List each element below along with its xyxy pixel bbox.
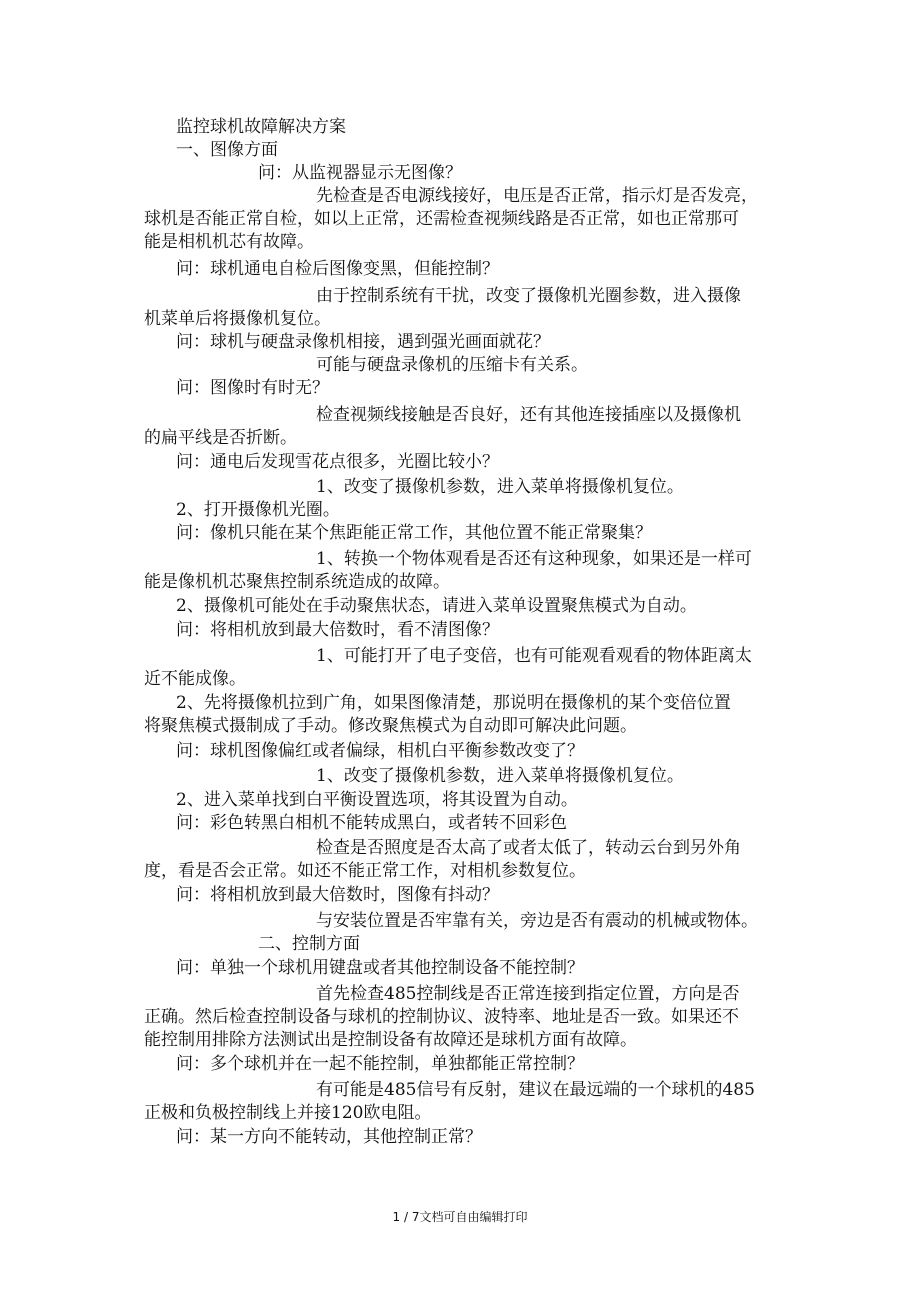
answer-line: 2、摄像机可能处在手动聚焦状态，请进入菜单设置聚焦模式为自动。 — [176, 596, 697, 616]
question-line: 问：某一方向不能转动，其他控制正常？ — [176, 1127, 482, 1147]
answer-line: 有可能是485信号有反射，建议在最远端的一个球机的485 — [316, 1080, 755, 1100]
answer-line: 的扁平线是否折断。 — [144, 428, 297, 448]
question-line: 问：从监视器显示无图像？ — [258, 163, 462, 183]
answer-line: 检查视频线接触是否良好，还有其他连接插座以及摄像机 — [316, 405, 741, 425]
question-line: 问：球机与硬盘录像机相接，遇到强光画面就花？ — [176, 332, 550, 352]
answer-line: 1、转换一个物体观看是否还有这种现象，如果还是一样可 — [316, 549, 752, 569]
question-line: 问：像机只能在某个焦距能正常工作，其他位置不能正常聚集？ — [176, 523, 652, 543]
answer-line: 1、可能打开了电子变倍，也有可能观看观看的物体距离太 — [316, 646, 752, 666]
question-line: 问：图像时有时无？ — [176, 378, 329, 398]
answer-line: 2、先将摄像机拉到广角，如果图像清楚，那说明在摄像机的某个变倍位置 — [176, 693, 731, 713]
answer-line: 与安装位置是否牢靠有关，旁边是否有震动的机械或物体。 — [316, 911, 758, 931]
section-heading: 一、图像方面 — [176, 140, 278, 160]
section-heading: 二、控制方面 — [258, 934, 360, 954]
answer-line: 能是相机机芯有故障。 — [144, 232, 314, 252]
question-line: 问：将相机放到最大倍数时，图像有抖动？ — [176, 885, 499, 905]
answer-line: 先检查是否电源线接好，电压是否正常，指示灯是否发亮， — [316, 186, 758, 206]
question-line: 问：球机通电自检后图像变黑，但能控制？ — [176, 259, 499, 279]
question-line: 问：单独一个球机用键盘或者其他控制设备不能控制？ — [176, 958, 584, 978]
answer-line: 1、改变了摄像机参数，进入菜单将摄像机复位。 — [316, 766, 684, 786]
answer-line: 1、改变了摄像机参数，进入菜单将摄像机复位。 — [316, 477, 684, 497]
answer-line: 正确。然后检查控制设备与球机的控制协议、波特率、地址是否一致。如果还不 — [144, 1007, 739, 1027]
question-line: 问：彩色转黑白相机不能转成黑白，或者转不回彩色 — [176, 813, 567, 833]
answer-line: 机菜单后将摄像机复位。 — [144, 309, 331, 329]
answer-line: 近不能成像。 — [144, 669, 246, 689]
answer-line: 球机是否能正常自检，如以上正常，还需检查视频线路是否正常，如也正常那可 — [144, 209, 739, 229]
answer-line: 能控制用排除方法测试出是控制设备有故障还是球机方面有故障。 — [144, 1030, 637, 1050]
answer-line: 2、进入菜单找到白平衡设置选项，将其设置为自动。 — [176, 790, 578, 810]
answer-line: 2、打开摄像机光圈。 — [176, 500, 340, 520]
question-line: 问：通电后发现雪花点很多，光圈比较小？ — [176, 452, 499, 472]
answer-line: 由于控制系统有干扰，改变了摄像机光圈参数，进入摄像 — [316, 286, 741, 306]
answer-line: 正极和负极控制线上并接120欧电阻。 — [144, 1103, 432, 1123]
document-title: 监控球机故障解决方案 — [176, 117, 346, 137]
answer-line: 检查是否照度是否太高了或者太低了，转动云台到另外角 — [316, 838, 741, 858]
answer-line: 可能与硬盘录像机的压缩卡有关系。 — [316, 355, 588, 375]
answer-line: 首先检查485控制线是否正常连接到指定位置，方向是否 — [316, 984, 740, 1004]
answer-line: 度，看是否会正常。如还不能正常工作，对相机参数复位。 — [144, 861, 586, 881]
answer-line: 将聚焦模式摄制成了手动。修改聚焦模式为自动即可解决此问题。 — [144, 716, 637, 736]
question-line: 问：多个球机并在一起不能控制，单独都能正常控制？ — [176, 1054, 584, 1074]
answer-line: 能是像机机芯聚焦控制系统造成的故障。 — [144, 572, 450, 592]
question-line: 问：将相机放到最大倍数时，看不清图像？ — [176, 620, 499, 640]
question-line: 问：球机图像偏红或者偏绿，相机白平衡参数改变了？ — [176, 741, 584, 761]
page-footer: 1 / 7文档可自由编辑打印 — [392, 1210, 528, 1224]
